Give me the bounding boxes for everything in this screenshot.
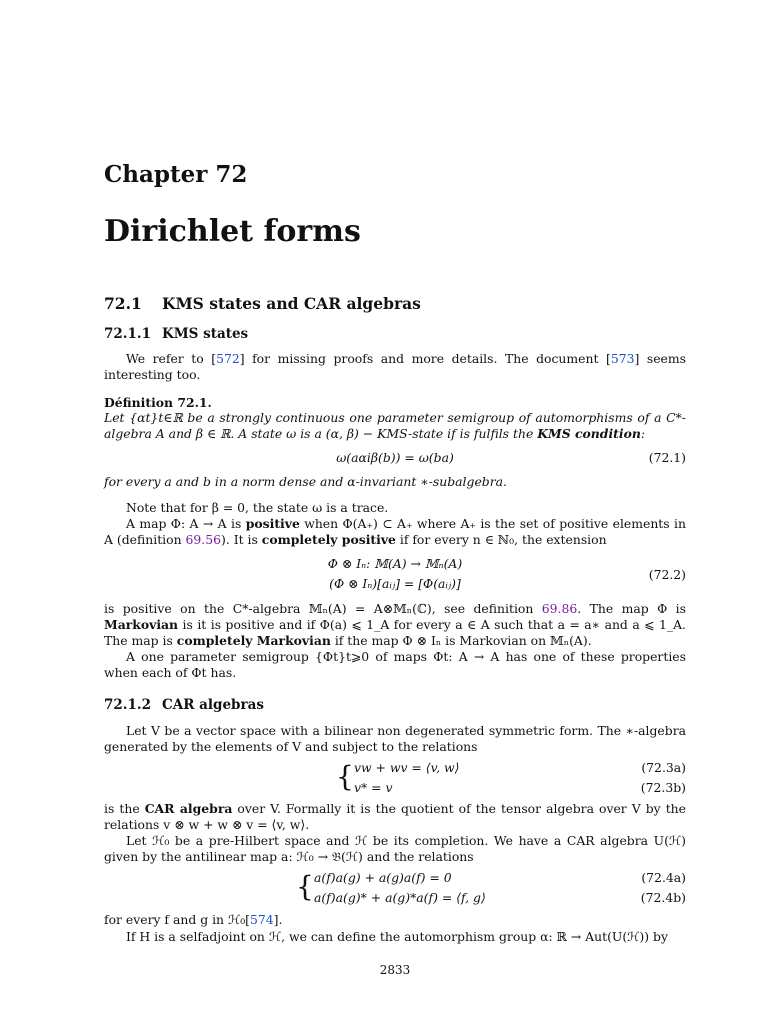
text: is the [104, 801, 145, 816]
subsection-heading-car [104, 696, 264, 714]
text: Let {αt}t∈ℝ be a strongly continuous one parameter semigroup of automorphisms of a C*-algebra A and β ∈ ℝ. A state ω is a (α, β) − KMS-state if is fulfils the [104, 410, 686, 441]
bold-term: CAR algebra [144, 801, 233, 816]
text: over V. Formally it is the quotient of the tensor algebra over V by the relations v ⊗ w + w ⊗ v = ⟨v, w⟩. [104, 801, 686, 832]
text: ). It is [221, 532, 262, 547]
equation-line: vw + wv = ⟨v, w⟩ [354, 760, 460, 775]
section-title: KMS states and CAR algebras [162, 294, 421, 313]
text: if for every n ∈ ℕ₀, the extension [395, 532, 607, 547]
text: is positive on the C*-algebra 𝕄ₙ(A) = A⊗𝕄ₙ(ℂ), see definition [104, 601, 542, 616]
text: is it is positive and if Φ(a) ⩽ 1_A for every a ∈ A such that a = a∗ and a ⩽ 1_A. The map is [104, 617, 686, 648]
definition-link[interactable]: 69.86 [541, 601, 578, 616]
equation-line: Φ ⊗ Iₙ: 𝕄(A) → 𝕄ₙ(A) [327, 556, 463, 571]
chapter-title: Dirichlet forms [104, 214, 361, 249]
text: when Φ(A₊) ⊂ A₊ where A₊ is the set of positive elements in A (definition [104, 516, 686, 547]
text: . The map Φ is [577, 601, 686, 616]
bold-term: completely Markovian [176, 633, 331, 648]
paragraph-semigroup: A one parameter semigroup {Φt}t⩾0 of maps Φt: A → A has one of these properties when each of Φt has. [104, 649, 686, 680]
paragraph-selfadjoint: If H is a selfadjoint on ℋ, we can define the automorphism group α: ℝ → Aut(U(ℋ)) by [126, 929, 668, 944]
subsection-number: 72.1.1 [104, 326, 151, 342]
equation-line: v* = v [354, 780, 393, 795]
definition-link[interactable]: 69.56 [185, 532, 221, 547]
text: if the map Φ ⊗ Iₙ is Markovian on 𝕄ₙ(A). [330, 633, 592, 648]
bold-term: KMS condition [537, 426, 641, 441]
page-number: 2833 [379, 963, 411, 977]
equation-tag: (72.2) [648, 567, 686, 582]
bold-term: positive [245, 516, 300, 531]
bold-term: completely positive [261, 532, 396, 547]
subsection-heading-kms [104, 325, 248, 343]
paragraph-trace: Note that for β = 0, the state ω is a trace. [126, 500, 389, 515]
citation-link[interactable]: 572 [216, 351, 240, 366]
equation-72-4 [104, 870, 686, 910]
text: ]. [273, 912, 283, 927]
paragraph-vector-space: Let V be a vector space with a bilinear non degenerated symmetric form. The ∗-algebra generated by the elements of V and subject to the relations [104, 723, 686, 754]
subsection-title: CAR algebras [162, 697, 264, 713]
paragraph-car-algebra [104, 801, 686, 833]
equation-tag: (72.4a) [641, 870, 686, 885]
paragraph-references [104, 351, 686, 383]
definition-after: for every a and b in a norm dense and α-invariant ∗-subalgebra. [104, 474, 507, 489]
text: ] seems interesting too. [104, 351, 686, 382]
paragraph-hilbert: Let ℋ₀ be a pre-Hilbert space and ℋ be its completion. We have a CAR algebra U(ℋ) given by the antilinear map a: ℋ₀ → 𝔅(ℋ) and the relations [104, 833, 686, 864]
text: We refer to [ [126, 351, 217, 366]
document-page [104, 0, 686, 1024]
text: A map Φ: A → A is [126, 516, 246, 531]
paragraph-positive [104, 516, 686, 548]
equation-72-1 [104, 450, 686, 468]
citation-link[interactable]: 573 [610, 351, 635, 366]
citation-link[interactable]: 574 [250, 912, 274, 927]
left-brace-icon: { [296, 870, 314, 903]
definition-heading: Définition 72.1. [104, 395, 212, 410]
paragraph-for-every [104, 912, 686, 928]
equation-tag: (72.3b) [640, 780, 686, 795]
paragraph-markovian [104, 601, 686, 649]
text: : [640, 426, 646, 441]
equation-72-3 [104, 760, 686, 800]
subsection-number: 72.1.2 [104, 697, 151, 713]
equation-72-2 [104, 556, 686, 596]
equation-line: a(f)a(g)* + a(g)*a(f) = ⟨f, g⟩ [314, 890, 486, 905]
text: ] for missing proofs and more details. The document [ [239, 351, 611, 366]
equation-line: a(f)a(g) + a(g)a(f) = 0 [314, 870, 452, 885]
equation-line: (Φ ⊗ Iₙ)[aᵢⱼ] = [Φ(aᵢⱼ)] [329, 576, 461, 591]
definition-body [104, 410, 686, 442]
section-heading [104, 294, 421, 314]
bold-term: Markovian [104, 617, 179, 632]
equation-tag: (72.1) [648, 450, 686, 465]
left-brace-icon: { [336, 760, 354, 793]
equation-tag: (72.3a) [641, 760, 686, 775]
equation-tag: (72.4b) [640, 890, 686, 905]
chapter-label: Chapter 72 [104, 161, 248, 188]
text: for every f and g in ℋ₀[ [104, 912, 250, 927]
equation-body: ω(aαiβ(b)) = ω(ba) [336, 450, 454, 465]
section-number: 72.1 [104, 294, 142, 313]
subsection-title: KMS states [162, 326, 249, 342]
